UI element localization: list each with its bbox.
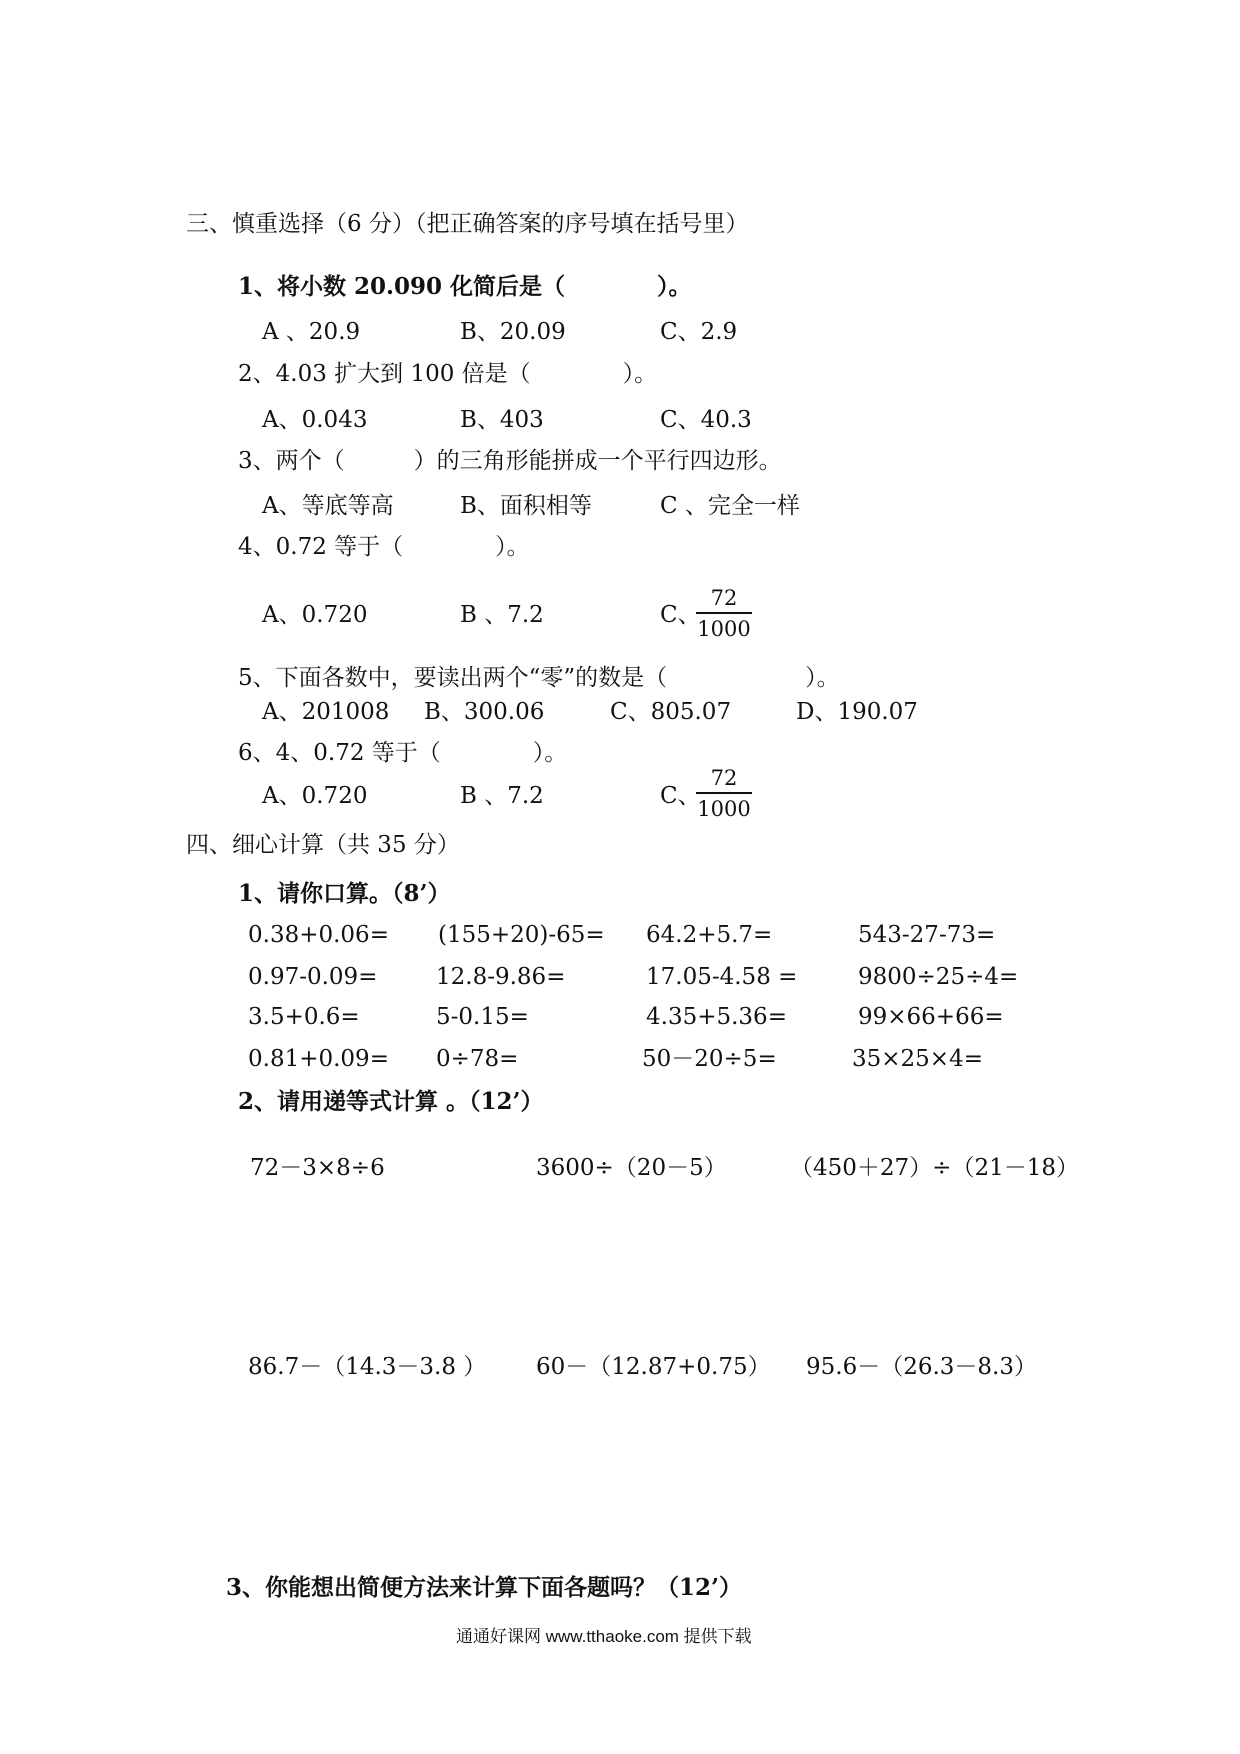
mental-r4-c3: 50－20÷5= <box>642 1046 777 1072</box>
mental-r3-c1: 3.5+0.6= <box>248 1004 360 1030</box>
q2-option-c: C、40.3 <box>660 407 752 433</box>
q1-stem-text: 1、将小数 20.090 化简后是（ ）。 <box>238 273 692 300</box>
q4-stem: 4、0.72 等于（ ）。 <box>238 534 530 560</box>
mental-r4-c4: 35×25×4= <box>852 1046 983 1072</box>
q4-fraction-numerator: 72 <box>710 586 738 610</box>
stepcalc-r2-c3: 95.6－（26.3－8.3） <box>806 1354 1037 1380</box>
stepcalc-r2-c1: 86.7－（14.3－3.8 ） <box>248 1354 487 1380</box>
stepcalc-r1-c2: 3600÷（20－5） <box>536 1155 727 1181</box>
q5-option-d: D、190.07 <box>796 699 918 725</box>
mental-r4-c2: 0÷78= <box>436 1046 519 1072</box>
page-footer: 通通好课网 www.tthaoke.com 提供下载 <box>456 1627 752 1646</box>
mental-r2-c1: 0.97-0.09= <box>248 964 378 990</box>
q4-option-a: A、0.720 <box>262 602 368 628</box>
q4-option-c: C、 <box>660 602 701 628</box>
q5-option-a: A、201008 <box>262 699 390 725</box>
q3-stem: 3、两个（ ）的三角形能拼成一个平行四边形。 <box>238 448 782 474</box>
stepcalc-r1-c1: 72－3×8÷6 <box>250 1155 385 1181</box>
q6-stem: 6、4、0.72 等于（ ）。 <box>238 740 568 766</box>
mental-r3-c4: 99×66+66= <box>858 1004 1004 1030</box>
section3-title: 三、慎重选择（6 分）（把正确答案的序号填在括号里） <box>186 211 749 237</box>
q5-option-c: C、805.07 <box>610 699 732 725</box>
q5-option-b: B、300.06 <box>424 699 545 725</box>
q4-fraction-denominator: 1000 <box>697 617 751 641</box>
mental-r3-c3: 4.35+5.36= <box>646 1004 787 1030</box>
q3-option-a: A、等底等高 <box>262 493 394 519</box>
q6-fraction-denominator: 1000 <box>697 797 751 821</box>
mental-r1-c4: 543-27-73= <box>858 922 996 948</box>
q2-option-b: B、403 <box>460 407 544 433</box>
part2-title: 2、请用递等式计算 。（12’） <box>238 1088 544 1115</box>
mental-r1-c3: 64.2+5.7= <box>646 922 773 948</box>
q4-fraction <box>696 586 752 641</box>
q1-stem <box>238 272 692 302</box>
mental-r1-c2: (155+20)-65= <box>438 922 605 948</box>
stepcalc-r2-c2: 60－（12.87+0.75） <box>536 1354 771 1380</box>
q1-option-a: A 、20.9 <box>262 319 361 345</box>
mental-r2-c2: 12.8-9.86= <box>436 964 566 990</box>
stepcalc-r1-c3: （450＋27）÷（21－18） <box>790 1155 1079 1181</box>
q4-option-b: B 、7.2 <box>460 602 544 628</box>
q6-fraction-bar <box>696 792 752 794</box>
mental-r1-c1: 0.38+0.06= <box>248 922 389 948</box>
mental-r3-c2: 5-0.15= <box>436 1004 529 1030</box>
q2-option-a: A、0.043 <box>262 407 368 433</box>
q6-fraction-numerator: 72 <box>710 766 738 790</box>
q6-option-a: A、0.720 <box>262 783 368 809</box>
part3-title: 3、你能想出简便方法来计算下面各题吗？（12’） <box>226 1574 743 1601</box>
q1-option-c: C、2.9 <box>660 319 738 345</box>
q6-option-b: B 、7.2 <box>460 783 544 809</box>
mental-r4-c1: 0.81+0.09= <box>248 1046 389 1072</box>
mental-r2-c3: 17.05-4.58 = <box>646 964 798 990</box>
q4-fraction-bar <box>696 612 752 614</box>
q3-option-c: C 、完全一样 <box>660 493 800 519</box>
q3-option-b: B、面积相等 <box>460 493 592 519</box>
q6-option-c: C、 <box>660 783 701 809</box>
section4-title: 四、细心计算（共 35 分） <box>186 832 460 858</box>
mental-r2-c4: 9800÷25÷4= <box>858 964 1019 990</box>
q2-stem: 2、4.03 扩大到 100 倍是（ ）。 <box>238 361 658 387</box>
q1-option-b: B、20.09 <box>460 319 566 345</box>
part1-title: 1、请你口算。（8’） <box>238 880 451 907</box>
q6-fraction <box>696 766 752 821</box>
q5-stem: 5、下面各数中，要读出两个“零”的数是（ ）。 <box>238 665 840 691</box>
